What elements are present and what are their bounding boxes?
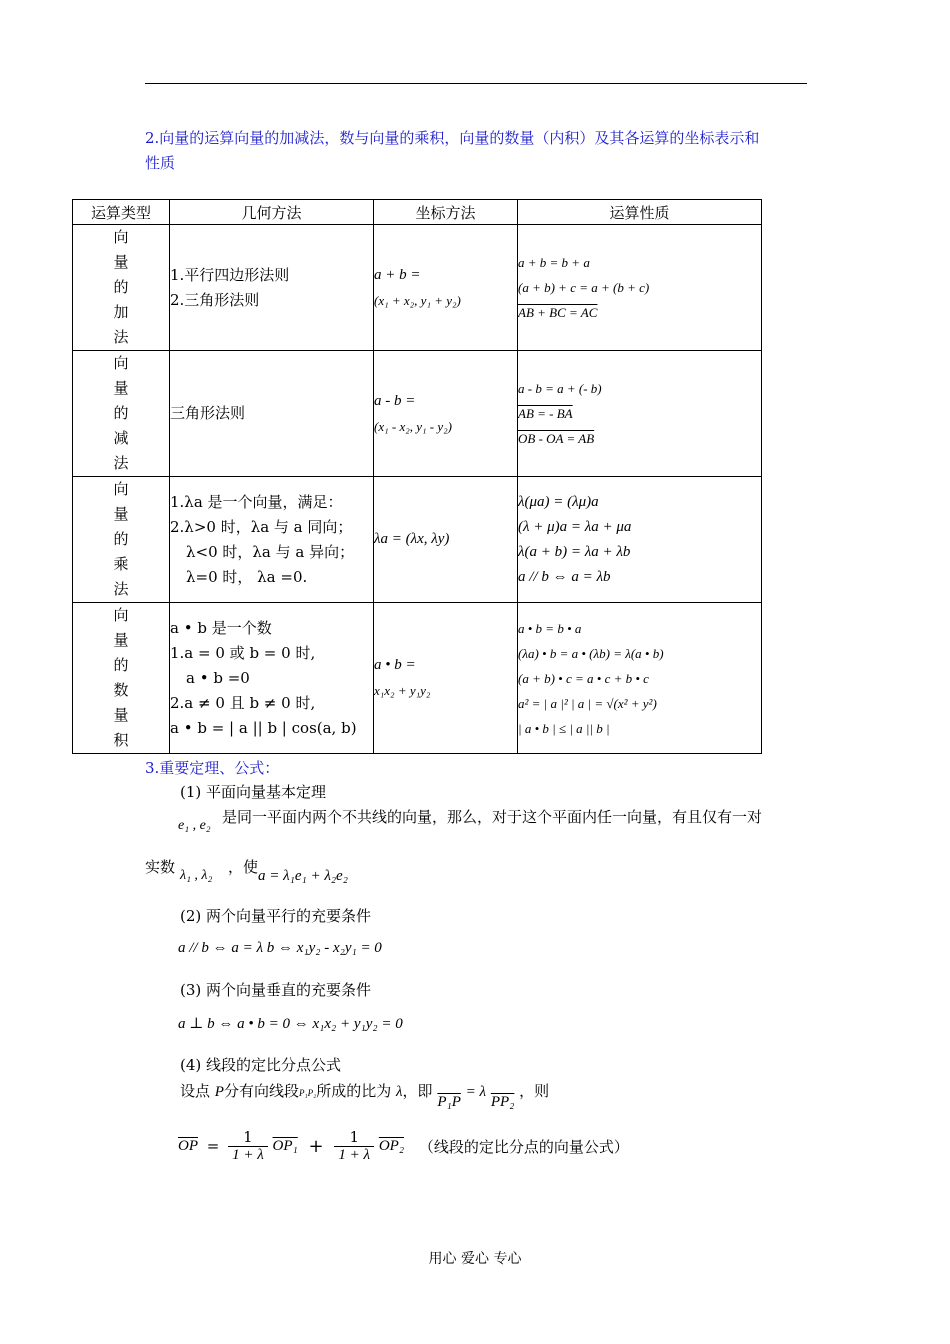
op-type-dot-product: 向 量 的 数 量 积 — [73, 603, 170, 754]
item1-vars: e₁ , e₂ — [178, 818, 211, 833]
geometric-multiplication: 1.λa 是一个向量，满足： 2.λ>0 时，λa 与 a 同向； λ<0 时，λa 与 a 异向； λ=0 时， λa =0. — [170, 477, 374, 603]
table-header-row — [73, 200, 762, 225]
header-op-type: 运算类型 — [73, 200, 170, 225]
item3-title: (3) 两个向量垂直的充要条件 — [180, 981, 372, 999]
fraction-2: $\frac{1}{1 + \lambda}$ — [334, 1128, 374, 1164]
geometric-addition: 1.平行四边形法则 2.三角形法则 — [170, 225, 374, 351]
division-point-formula: $\overline{OP}$ = $\frac{1}{1 + \lambda}$ OP₁ + $\frac{1}{1 + \lambda}$ OP₂ （线段的定比分点的向量公式） — [178, 1128, 629, 1163]
properties-subtraction: a - b = a + (- b) AB = - BA OB - OA = AB — [518, 351, 762, 477]
geometric-dot-product: a • b 是一个数 1.a = 0 或 b = 0 时, a • b =0 2.a ≠ 0 且 b ≠ 0 时, a • b = | a || b | cos(a, b) — [170, 603, 374, 754]
vector-operations-table — [72, 199, 762, 754]
fraction-1: $\frac{1}{1 + \lambda}$ — [228, 1128, 268, 1164]
table-row-subtraction — [73, 351, 762, 477]
table-row-addition — [73, 225, 762, 351]
section3-title: 3.重要定理、公式： — [145, 759, 280, 777]
item1-use: ，使 — [228, 858, 259, 876]
coordinate-dot-product: a • b = x₁x₂ + y₁y₂ — [374, 603, 518, 754]
table-row-dot-product — [73, 603, 762, 754]
item4-title: (4) 线段的定比分点公式 — [180, 1056, 342, 1074]
item1-lambdas: λ₁ , λ₂ — [180, 868, 213, 883]
properties-addition: a + b = b + a (a + b) + c = a + (b + c) AB + BC = AC — [518, 225, 762, 351]
header-rule — [145, 83, 807, 84]
section2-title-line2: 性质 — [145, 154, 176, 172]
coordinate-addition: a + b = (x₁ + x₂, y₁ + y₂) — [374, 225, 518, 351]
item2-title: (2) 两个向量平行的充要条件 — [180, 907, 372, 925]
geometric-subtraction: 三角形法则 — [170, 351, 374, 477]
op-type-subtraction: 向 量 的 减 法 — [73, 351, 170, 477]
header-coordinate: 坐标方法 — [374, 200, 518, 225]
item2-formula: a // b ⇔ a = λ b ⇔ x₁y₂ - x₂y₁ = 0 — [178, 940, 382, 956]
op-type-addition: 向 量 的 加 法 — [73, 225, 170, 351]
properties-dot-product: a • b = b • a (λa) • b = a • (λb) = λ(a • b) (a + b) • c = a • c + b • c a² = | a |² | a | = √(x² + y²) | a • b | ≤ | a || b | — [518, 603, 762, 754]
coordinate-subtraction: a - b = (x₁ - x₂, y₁ - y₂) — [374, 351, 518, 477]
properties-multiplication: λ(μa) = (λμ)a (λ + μ)a = λa + μa λ(a + b) = λa + λb a // b ⇔ a = λb — [518, 477, 762, 603]
section2-title-line1: 2.向量的运算向量的加减法，数与向量的乘积，向量的数量（内积）及其各运算的坐标表示和 — [145, 129, 760, 147]
page-footer: 用心 爱心 专心 — [428, 1251, 522, 1267]
table-row-multiplication — [73, 477, 762, 603]
item1-cont: 实数 — [145, 858, 176, 876]
header-properties: 运算性质 — [518, 200, 762, 225]
coordinate-multiplication: λa = (λx, λy) — [374, 477, 518, 603]
header-geometric: 几何方法 — [170, 200, 374, 225]
item3-formula: a ⊥ b ⇔ a • b = 0 ⇔ x₁x₂ + y₁y₂ = 0 — [178, 1016, 403, 1032]
item1-text: 是同一平面内两个不共线的向量，那么，对于这个平面内任一向量，有且仅有一对 — [222, 808, 763, 826]
op-type-multiplication: 向 量 的 乘 法 — [73, 477, 170, 603]
item4-statement: 设点 P分有向线段P₁P₂所成的比为 λ，即 P₁P = λ PP₂ ，则 — [180, 1082, 550, 1110]
item1-title: (1) 平面向量基本定理 — [180, 783, 327, 801]
item1-formula: a = λ₁e₁ + λ₂e₂ — [258, 868, 348, 884]
